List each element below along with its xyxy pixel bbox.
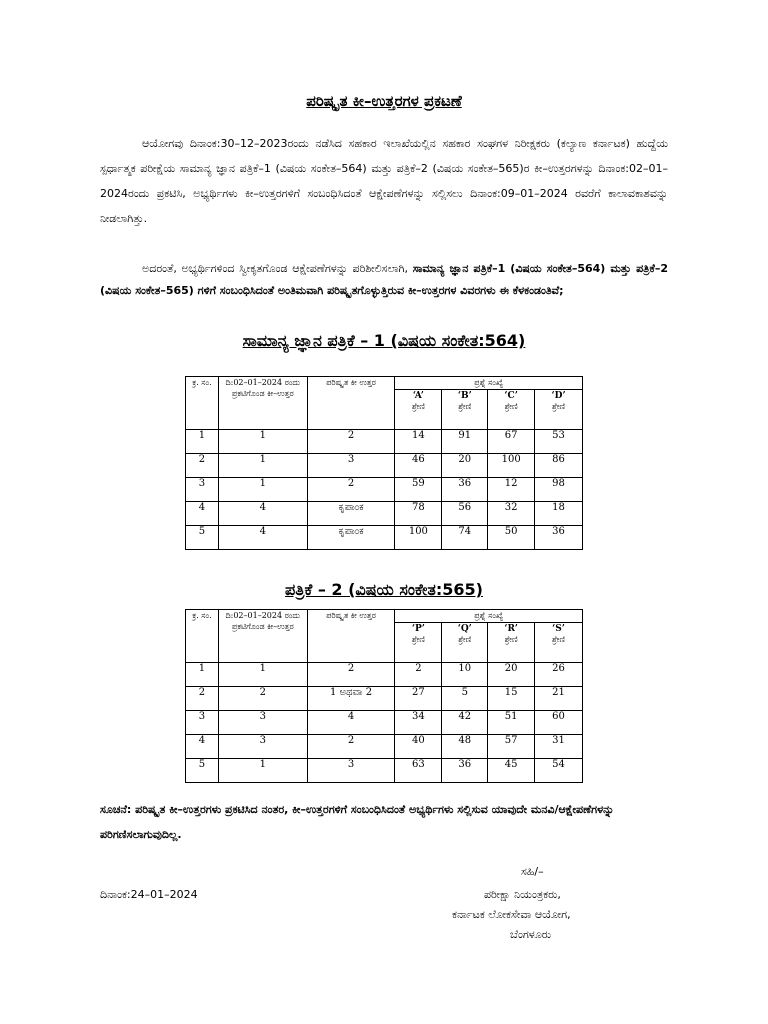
row-question-number: 57	[488, 735, 535, 759]
series-label: ಶ್ರೇಣಿ	[458, 402, 472, 411]
row-question-number: 60	[535, 711, 583, 735]
series-header	[488, 623, 535, 663]
row-question-number: 2	[395, 663, 442, 687]
table1-title: ಸಾಮಾನ್ಯ ಜ್ಞಾನ ಪತ್ರಿಕೆ – 1 (ವಿಷಯ ಸಂಕೇತ:564)	[242, 331, 526, 350]
row-revised-key: 1 ಅಥವಾ 2	[307, 687, 395, 711]
row-question-number: 74	[442, 526, 488, 550]
row-published-key: 1	[218, 478, 307, 502]
series-label: ಶ್ರೇಣಿ	[411, 635, 425, 644]
table-row	[186, 478, 583, 502]
table2-title: ಪತ್ರಿಕೆ – 2 (ವಿಷಯ ಸಂಕೇತ:565)	[285, 580, 483, 599]
row-published-key: 1	[218, 454, 307, 478]
series-header	[535, 390, 583, 430]
key-answer-table-paper1	[185, 376, 583, 550]
row-question-number: 20	[442, 454, 488, 478]
row-question-number: 98	[535, 478, 583, 502]
row-question-number: 50	[488, 526, 535, 550]
row-question-number: 51	[488, 711, 535, 735]
series-label: ಶ್ರೇಣಿ	[411, 402, 425, 411]
key-answer-table-paper2	[185, 609, 583, 783]
series-header	[488, 390, 535, 430]
header-revised-key: ಪರಿಷ್ಕೃತ ಕೀ ಉತ್ತರ	[307, 610, 395, 663]
row-sno: 5	[186, 759, 219, 783]
row-published-key: 3	[218, 735, 307, 759]
row-question-number: 26	[535, 663, 583, 687]
row-revised-key: 3	[307, 759, 395, 783]
row-question-number: 45	[488, 759, 535, 783]
row-revised-key: 3	[307, 454, 395, 478]
row-revised-key: 2	[307, 735, 395, 759]
row-question-number: 78	[395, 502, 442, 526]
row-question-number: 91	[442, 430, 488, 454]
series-label: ಶ್ರೇಣಿ	[504, 635, 518, 644]
row-sno: 2	[186, 687, 219, 711]
row-sno: 4	[186, 735, 219, 759]
table-row	[186, 687, 583, 711]
row-question-number: 15	[488, 687, 535, 711]
row-question-number: 27	[395, 687, 442, 711]
row-question-number: 100	[395, 526, 442, 550]
row-revised-key: 2	[307, 478, 395, 502]
signature: ಸಹಿ/–	[521, 865, 544, 878]
series-label: ಶ್ರೇಣಿ	[504, 402, 518, 411]
row-question-number: 40	[395, 735, 442, 759]
note-paragraph: ಸೂಚನೆ: ಪರಿಷ್ಕೃತ ಕೀ–ಉತ್ತರಗಳು ಪ್ರಕಟಿಸಿದ ನಂತರ, ಕೀ–ಉತ್ತರಗಳಿಗೆ ಸಂಬಂಧಿಸಿದಂತೆ ಅಭ್ಯರ್ಥಿಗಳು ಸಲ್ಲಿಸುವ ಯಾವುದೇ ಮನವಿ/ಆಕ್ಷೇಪಣೆಗಳನ್ನು ಪರಿಗಣಿಸಲಾಗುವುದಿಲ್ಲ.	[100, 803, 615, 841]
series-header	[442, 623, 488, 663]
row-question-number: 53	[535, 430, 583, 454]
row-sno: 3	[186, 478, 219, 502]
row-question-number: 14	[395, 430, 442, 454]
table-row	[186, 711, 583, 735]
series-label: ಶ್ರೇಣಿ	[458, 635, 472, 644]
row-question-number: 63	[395, 759, 442, 783]
series-header	[395, 390, 442, 430]
row-question-number: 42	[442, 711, 488, 735]
row-question-number: 100	[488, 454, 535, 478]
table-row	[186, 663, 583, 687]
series-code: ‘R’	[504, 624, 518, 634]
row-sno: 1	[186, 430, 219, 454]
table-row	[186, 735, 583, 759]
row-sno: 2	[186, 454, 219, 478]
table-row	[186, 526, 583, 550]
row-published-key: 4	[218, 502, 307, 526]
row-revised-key: 4	[307, 711, 395, 735]
intro-paragraph: ಆಯೋಗವು ದಿನಾಂಕ:30–12–2023ರಂದು ನಡೆಸಿದ ಸಹಕಾರ ಇಲಾಖೆಯಲ್ಲಿನ ಸಹಕಾರ ಸಂಘಗಳ ನಿರೀಕ್ಷಕರು (ಕಲ್ಯಾಣ ಕರ್ನಾಟಕ) ಹುದ್ದೆಯ ಸ್ಪರ್ಧಾತ್ಮಕ ಪರೀಕ್ಷೆಯ ಸಾಮಾನ್ಯ ಜ್ಞಾನ ಪತ್ರಿಕೆ–1 (ವಿಷಯ ಸಂಕೇತ–564) ಮತ್ತು ಪತ್ರಿಕೆ–2 (ವಿಷಯ ಸಂಕೇತ–565)ರ ಕೀ–ಉತ್ತರಗಳನ್ನು ದಿನಾಂಕ:02–01–2024ರಂದು ಪ್ರಕಟಿಸಿ, ಅಭ್ಯರ್ಥಿಗಳು ಕೀ–ಉತ್ತರಗಳಿಗೆ ಸಂಬಂಧಿಸಿದಂತೆ ಆಕ್ಷೇಪಣೆಗಳನ್ನು ಸಲ್ಲಿಸಲು ದಿನಾಂಕ:09–01–2024 ರವರೆಗೆ ಕಾಲಾವಕಾಶವನ್ನು ನೀಡಲಾಗಿತ್ತು.	[100, 137, 668, 225]
series-code: ‘P’	[411, 624, 425, 634]
row-published-key: 1	[218, 663, 307, 687]
row-question-number: 48	[442, 735, 488, 759]
row-question-number: 20	[488, 663, 535, 687]
row-published-key: 1	[218, 759, 307, 783]
row-question-number: 54	[535, 759, 583, 783]
header-published-key: ದಿ:02–01–2024 ರಂದು ಪ್ರಕಟಿಗೊಂಡ ಕೀ–ಉತ್ತರ	[218, 610, 307, 663]
row-sno: 3	[186, 711, 219, 735]
office-line-1: ಪರೀಕ್ಷಾ ನಿಯಂತ್ರಕರು,	[484, 888, 561, 901]
row-question-number: 36	[535, 526, 583, 550]
row-question-number: 10	[442, 663, 488, 687]
series-header	[442, 390, 488, 430]
row-question-number: 36	[442, 478, 488, 502]
header-question-number: ಪ್ರಶ್ನೆ ಸಂಖ್ಯೆ	[395, 610, 583, 623]
row-question-number: 67	[488, 430, 535, 454]
office-line-3: ಬೆಂಗಳೂರು	[510, 928, 552, 941]
series-code: ‘D’	[551, 391, 566, 401]
table-row	[186, 759, 583, 783]
decision-paragraph: ಅದರಂತೆ, ಅಭ್ಯರ್ಥಿಗಳಿಂದ ಸ್ವೀಕೃತಗೊಂಡ ಆಕ್ಷೇಪಣೆಗಳನ್ನು ಪರಿಶೀಲಿಸಲಾಗಿ, ಸಾಮಾನ್ಯ ಜ್ಞಾನ ಪತ್ರಿಕೆ–1 (ವಿಷಯ ಸಂಕೇತ–564) ಮತ್ತು ಪತ್ರಿಕೆ–2 (ವಿಷಯ ಸಂಕೇತ–565) ಗಳಿಗೆ ಸಂಬಂಧಿಸಿದಂತೆ ಅಂತಿಮವಾಗಿ ಪರಿಷ್ಕೃತಗೊಳ್ಳುತ್ತಿರುವ ಕೀ–ಉತ್ತರಗಳ ವಿವರಗಳು ಈ ಕೆಳಕಂಡಂತಿವೆ;	[100, 262, 668, 297]
row-question-number: 56	[442, 502, 488, 526]
row-revised-key: ಕೃಪಾಂಕ	[307, 526, 395, 550]
row-question-number: 46	[395, 454, 442, 478]
row-sno: 5	[186, 526, 219, 550]
series-header	[395, 623, 442, 663]
header-sno: ಕ್ರ. ಸಂ.	[186, 377, 219, 430]
row-question-number: 59	[395, 478, 442, 502]
header-published-key: ದಿ:02–01–2024 ರಂದು ಪ್ರಕಟಿಗೊಂಡ ಕೀ–ಉತ್ತರ	[218, 377, 307, 430]
row-question-number: 36	[442, 759, 488, 783]
row-question-number: 34	[395, 711, 442, 735]
row-published-key: 4	[218, 526, 307, 550]
table-row	[186, 502, 583, 526]
series-code: ‘C’	[504, 391, 518, 401]
table-row	[186, 454, 583, 478]
header-question-number: ಪ್ರಶ್ನೆ ಸಂಖ್ಯೆ	[395, 377, 583, 390]
row-sno: 1	[186, 663, 219, 687]
row-published-key: 3	[218, 711, 307, 735]
series-code: ‘S’	[552, 624, 565, 634]
issue-date: ದಿನಾಂಕ:24–01–2024	[100, 888, 198, 901]
row-question-number: 31	[535, 735, 583, 759]
row-published-key: 2	[218, 687, 307, 711]
series-code: ‘Q’	[457, 624, 472, 634]
page-title: ಪರಿಷ್ಕೃತ ಕೀ–ಉತ್ತರಗಳ ಪ್ರಕಟಣೆ	[306, 92, 462, 110]
row-published-key: 1	[218, 430, 307, 454]
series-code: ‘A’	[412, 391, 424, 401]
row-revised-key: ಕೃಪಾಂಕ	[307, 502, 395, 526]
row-revised-key: 2	[307, 430, 395, 454]
office-line-2: ಕರ್ನಾಟಕ ಲೋಕಸೇವಾ ಆಯೋಗ,	[452, 908, 571, 921]
row-question-number: 12	[488, 478, 535, 502]
row-sno: 4	[186, 502, 219, 526]
row-question-number: 18	[535, 502, 583, 526]
series-code: ‘B’	[457, 391, 472, 401]
header-revised-key: ಪರಿಷ್ಕೃತ ಕೀ ಉತ್ತರ	[307, 377, 395, 430]
row-revised-key: 2	[307, 663, 395, 687]
series-header	[535, 623, 583, 663]
row-question-number: 21	[535, 687, 583, 711]
series-label: ಶ್ರೇಣಿ	[552, 402, 566, 411]
series-label: ಶ್ರೇಣಿ	[552, 635, 566, 644]
row-question-number: 5	[442, 687, 488, 711]
row-question-number: 32	[488, 502, 535, 526]
header-sno: ಕ್ರ. ಸಂ.	[186, 610, 219, 663]
row-question-number: 86	[535, 454, 583, 478]
table-row	[186, 430, 583, 454]
